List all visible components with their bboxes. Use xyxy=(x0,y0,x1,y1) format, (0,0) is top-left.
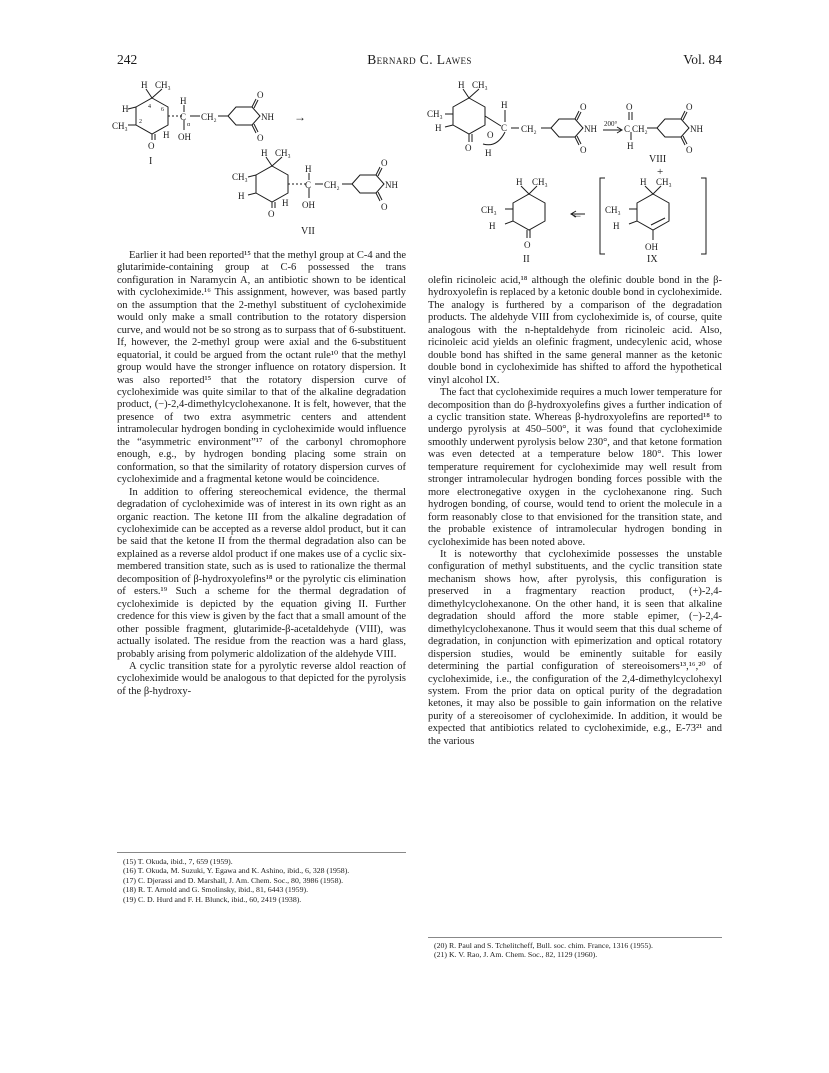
atom-o: O xyxy=(580,145,587,155)
reaction-arrow: → xyxy=(294,110,306,124)
atom-ch2: CH₂ xyxy=(632,124,648,134)
atom-o: O xyxy=(257,90,264,100)
footnote-divider xyxy=(428,937,722,938)
compound-label-vii: VII xyxy=(301,226,315,237)
atom-ch3: CH₃ xyxy=(232,172,248,182)
volume-label: Vol. 84 xyxy=(683,52,722,67)
atom-h: H xyxy=(501,100,508,110)
atom-oh: OH xyxy=(178,132,191,142)
atom-ch3: CH₃ xyxy=(112,121,128,131)
atom-o: O xyxy=(268,209,275,219)
atom-h: H xyxy=(627,141,634,151)
atom-o: O xyxy=(465,143,472,153)
atom-h: H xyxy=(485,148,492,158)
atom-o: O xyxy=(686,102,693,112)
atom-o: O xyxy=(257,133,264,143)
atom-h: H xyxy=(640,177,647,187)
atom-h: H xyxy=(141,80,148,90)
atom-h: H xyxy=(261,148,268,158)
paragraph: It is noteworthy that cycloheximide possesses the unstable configuration of methyl substituents, and the cyclic transition state mechanism shows how, after pyrolysis, this configuration is preserved in a fragmentary reaction product, (+)-2,4-dimethylcyclohexanone. On the other hand, it is seen that alkaline degradation should afford the more stable epimer, (−)-2,4-dimethylcyclohexanone. Thus it would seem that this dual scheme of degradation, in conjunction with epimerization and optical rotatory dispersion studies, would be eminently suitable for easily determining the partial configuration of stereoisomers¹³,¹⁶,²⁰ of cycloheximide, i.e., the configuration of the 2,4-dimethylcyclohexyl system. From the prior data on optical purity of the degradation ketones, it may also be possible to gain information on the relative purity of a stereoisomer of cycloheximide. In addition, it would be expected that antibiotics related to cycloheximide, e.g., E-73²¹ and the various xyxy=(428,548,722,747)
ring-position-2: 2 xyxy=(139,119,142,125)
atom-h: H xyxy=(180,96,187,106)
left-column xyxy=(117,250,406,698)
scheme-left xyxy=(110,74,415,246)
ring-position-6: 6 xyxy=(161,107,164,113)
footnote: (21) K. V. Rao, J. Am. Chem. Soc., 82, 1129 (1960). xyxy=(434,950,598,960)
right-column xyxy=(428,275,722,748)
atom-ch3: CH₃ xyxy=(472,80,488,90)
compound-label-i: I xyxy=(149,156,153,167)
footnote: (15) T. Okuda, ibid., 7, 659 (1959). xyxy=(123,857,233,866)
left-footnotes xyxy=(117,857,406,904)
compound-label-ii: II xyxy=(523,254,530,265)
atom-h: H xyxy=(516,177,523,187)
paragraph: In addition to offering stereochemical evidence, the thermal degradation of cycloheximide was of interest in its own right as an organic reaction. The ketone III from the alkaline degradation of cycloheximide can be accepted as a reverse aldol product, but it can be said that the ketone II from the thermal degradation also can be explained as a reverse aldol product if one makes use of a cyclic six-membered transition state, such as is used to rationalize the thermal decomposition of β-hydroxyolefins¹⁸ or the pyrolytic cis elimination of esters.¹⁹ Such a scheme for the thermal degradation of cycloheximide is depicted by the equation giving II. Further credence for this view is given by the fact that a small amount of the other possible fragment, glutarimide-β-acetaldehyde (VIII), was actually isolated. The residue from the reaction was a hard glass, probably arising from polymeric aldolization of the aldehyde VIII. xyxy=(117,486,406,660)
atom-o: O xyxy=(148,141,155,151)
atom-o: O xyxy=(381,202,388,212)
footnote: (20) R. Paul and S. Tchelitcheff, Bull. soc. chim. France, 1316 (1955). xyxy=(434,941,653,950)
temperature-label: 200° xyxy=(604,120,618,128)
atom-oh: OH xyxy=(645,242,658,252)
atom-ch3: CH₃ xyxy=(275,148,291,158)
footnote: (18) R. T. Arnold and G. Smolinsky, ibid., 81, 6443 (1959). xyxy=(123,885,309,895)
atom-ch3: CH₃ xyxy=(532,177,548,187)
page-number: 242 xyxy=(117,52,138,67)
atom-c: C xyxy=(305,180,312,190)
atom-nh: NH xyxy=(690,124,703,134)
atom-ch3: CH₃ xyxy=(155,80,171,90)
atom-h: H xyxy=(613,221,620,231)
footnote: (19) C. D. Hurd and F. H. Blunck, ibid., 60, 2419 (1938). xyxy=(123,894,302,904)
atom-ch3: CH₃ xyxy=(427,109,443,119)
footnote: (17) C. Djerassi and D. Marshall, J. Am. Chem. Soc., 80, 3986 (1958). xyxy=(123,875,344,885)
alpha-label: α xyxy=(187,122,191,128)
atom-o: O xyxy=(487,130,494,140)
atom-ch3: CH₃ xyxy=(656,177,672,187)
atom-h: H xyxy=(163,130,170,140)
paragraph: The fact that cycloheximide requires a much lower temperature for decomposition than do β-hydroxyolefins gives a further indication of a cyclic transition state. Whereas β-hydroxyolefins are reported¹⁸ to undergo pyrolysis at 450–500°, it was found that cycloheximide smoothly underwent pyrolysis below 230°, and that ketone formation was even detected at a temperature below 180°. This lower temperature requirement for cycloheximide may well result from stronger intramolecular hydrogen bonding forces possible with the more electronegative oxygen in the cyclohexanone ring. Such hydrogen bonding, of course, would tend to orient the molecule in a form reasonably close to that envisioned for the transition state, and the probable existence of intramolecular hydrogen bonding in cycloheximide has been noted above. xyxy=(428,387,722,548)
ring-position-4: 4 xyxy=(148,104,151,110)
atom-c: C xyxy=(501,123,508,133)
reverse-arrow: ← xyxy=(571,207,583,221)
running-title: Bernard C. Lawes xyxy=(367,52,472,67)
atom-ch3: CH₃ xyxy=(605,205,621,215)
atom-h: H xyxy=(238,191,245,201)
plus-sign: + xyxy=(657,166,664,178)
scheme-right xyxy=(425,74,725,274)
atom-h: H xyxy=(282,198,289,208)
paragraph: Earlier it had been reported¹⁵ that the methyl group at C-4 and the glutarimide-containing group at C-6 possessed the trans configuration in Naramycin A, an antibiotic shown to be identical with cycloheximide.¹⁶ This assignment, however, was based partly on the assumption that the 2-methyl substituent of cycloheximide would only make a small contribution to the rotatory dispersion curve, and would not be so strong as to surpass that of 6-substituent. If, however, the 2-methyl group were axial and the 6-substituent equatorial, it could be argued from the octant rule¹⁰ that the methyl group would have the stronger influence on rotatory dispersion. It was also reported¹⁵ that the rotatory dispersion curve of cycloheximide was quite similar to that of the alkaline degradation product, (−)-2,4-dimethylcyclohexanone. It is felt, however, that the presence of two extra asymmetric centers and attendent intramolecular hydrogen bonding in cycloheximide would influence the “asymmetric environment”¹⁷ of the carbonyl chromophore enough, e.g., by hydrogen bonding placing some strain on conformation, so that the similarity of rotatory dispersion curves of cycloheximide and a fragmental ketone would be coincidence. xyxy=(117,250,406,486)
paragraph: A cyclic transition state for a pyrolytic reverse aldol reaction of cycloheximide would be analogous to that depicted for the pyrolysis of the β-hydroxy- xyxy=(117,660,406,697)
atom-ch2: CH₂ xyxy=(521,124,537,134)
right-footnotes xyxy=(428,941,722,960)
atom-ch2: CH₂ xyxy=(201,112,217,122)
compound-label-ix: IX xyxy=(647,254,658,265)
atom-c: C xyxy=(180,112,187,122)
atom-nh: NH xyxy=(385,180,398,190)
footnote-divider xyxy=(117,852,406,853)
atom-h: H xyxy=(458,80,465,90)
atom-h: H xyxy=(489,221,496,231)
paragraph: olefin ricinoleic acid,¹⁸ although the olefinic double bond in the β-hydroxyolefin is replaced by a ketonic double bond in cycloheximide. The analogy is furthered by a comparison of the degradation products. The aldehyde VIII from cycloheximide is, of course, quite analogous with the n-heptaldehyde from ricinoleic acid. Also, ricinoleic acid yields an olefinic fragment, undecylenic acid, whose double bond has shifted in the same general manner as the ketonic double bond in cycloheximide has shifted to afford the hypothetical vinyl alcohol IX. xyxy=(428,275,722,386)
running-header xyxy=(117,52,722,72)
atom-o: O xyxy=(686,145,693,155)
atom-o: O xyxy=(381,158,388,168)
atom-ch3: CH₃ xyxy=(481,205,497,215)
atom-h: H xyxy=(122,104,129,114)
atom-c: C xyxy=(624,124,631,134)
compound-label-viii: VIII xyxy=(649,154,667,165)
atom-o: O xyxy=(580,102,587,112)
footnote: (16) T. Okuda, M. Suzuki, Y. Egawa and K. Ashino, ibid., 6, 328 (1958). xyxy=(123,866,350,876)
atom-o: O xyxy=(524,240,531,250)
atom-o: O xyxy=(626,102,633,112)
atom-h: H xyxy=(435,123,442,133)
atom-nh: NH xyxy=(261,112,274,122)
atom-oh: OH xyxy=(302,200,315,210)
atom-nh: NH xyxy=(584,124,597,134)
atom-ch2: CH₂ xyxy=(324,180,340,190)
atom-h: H xyxy=(305,164,312,174)
